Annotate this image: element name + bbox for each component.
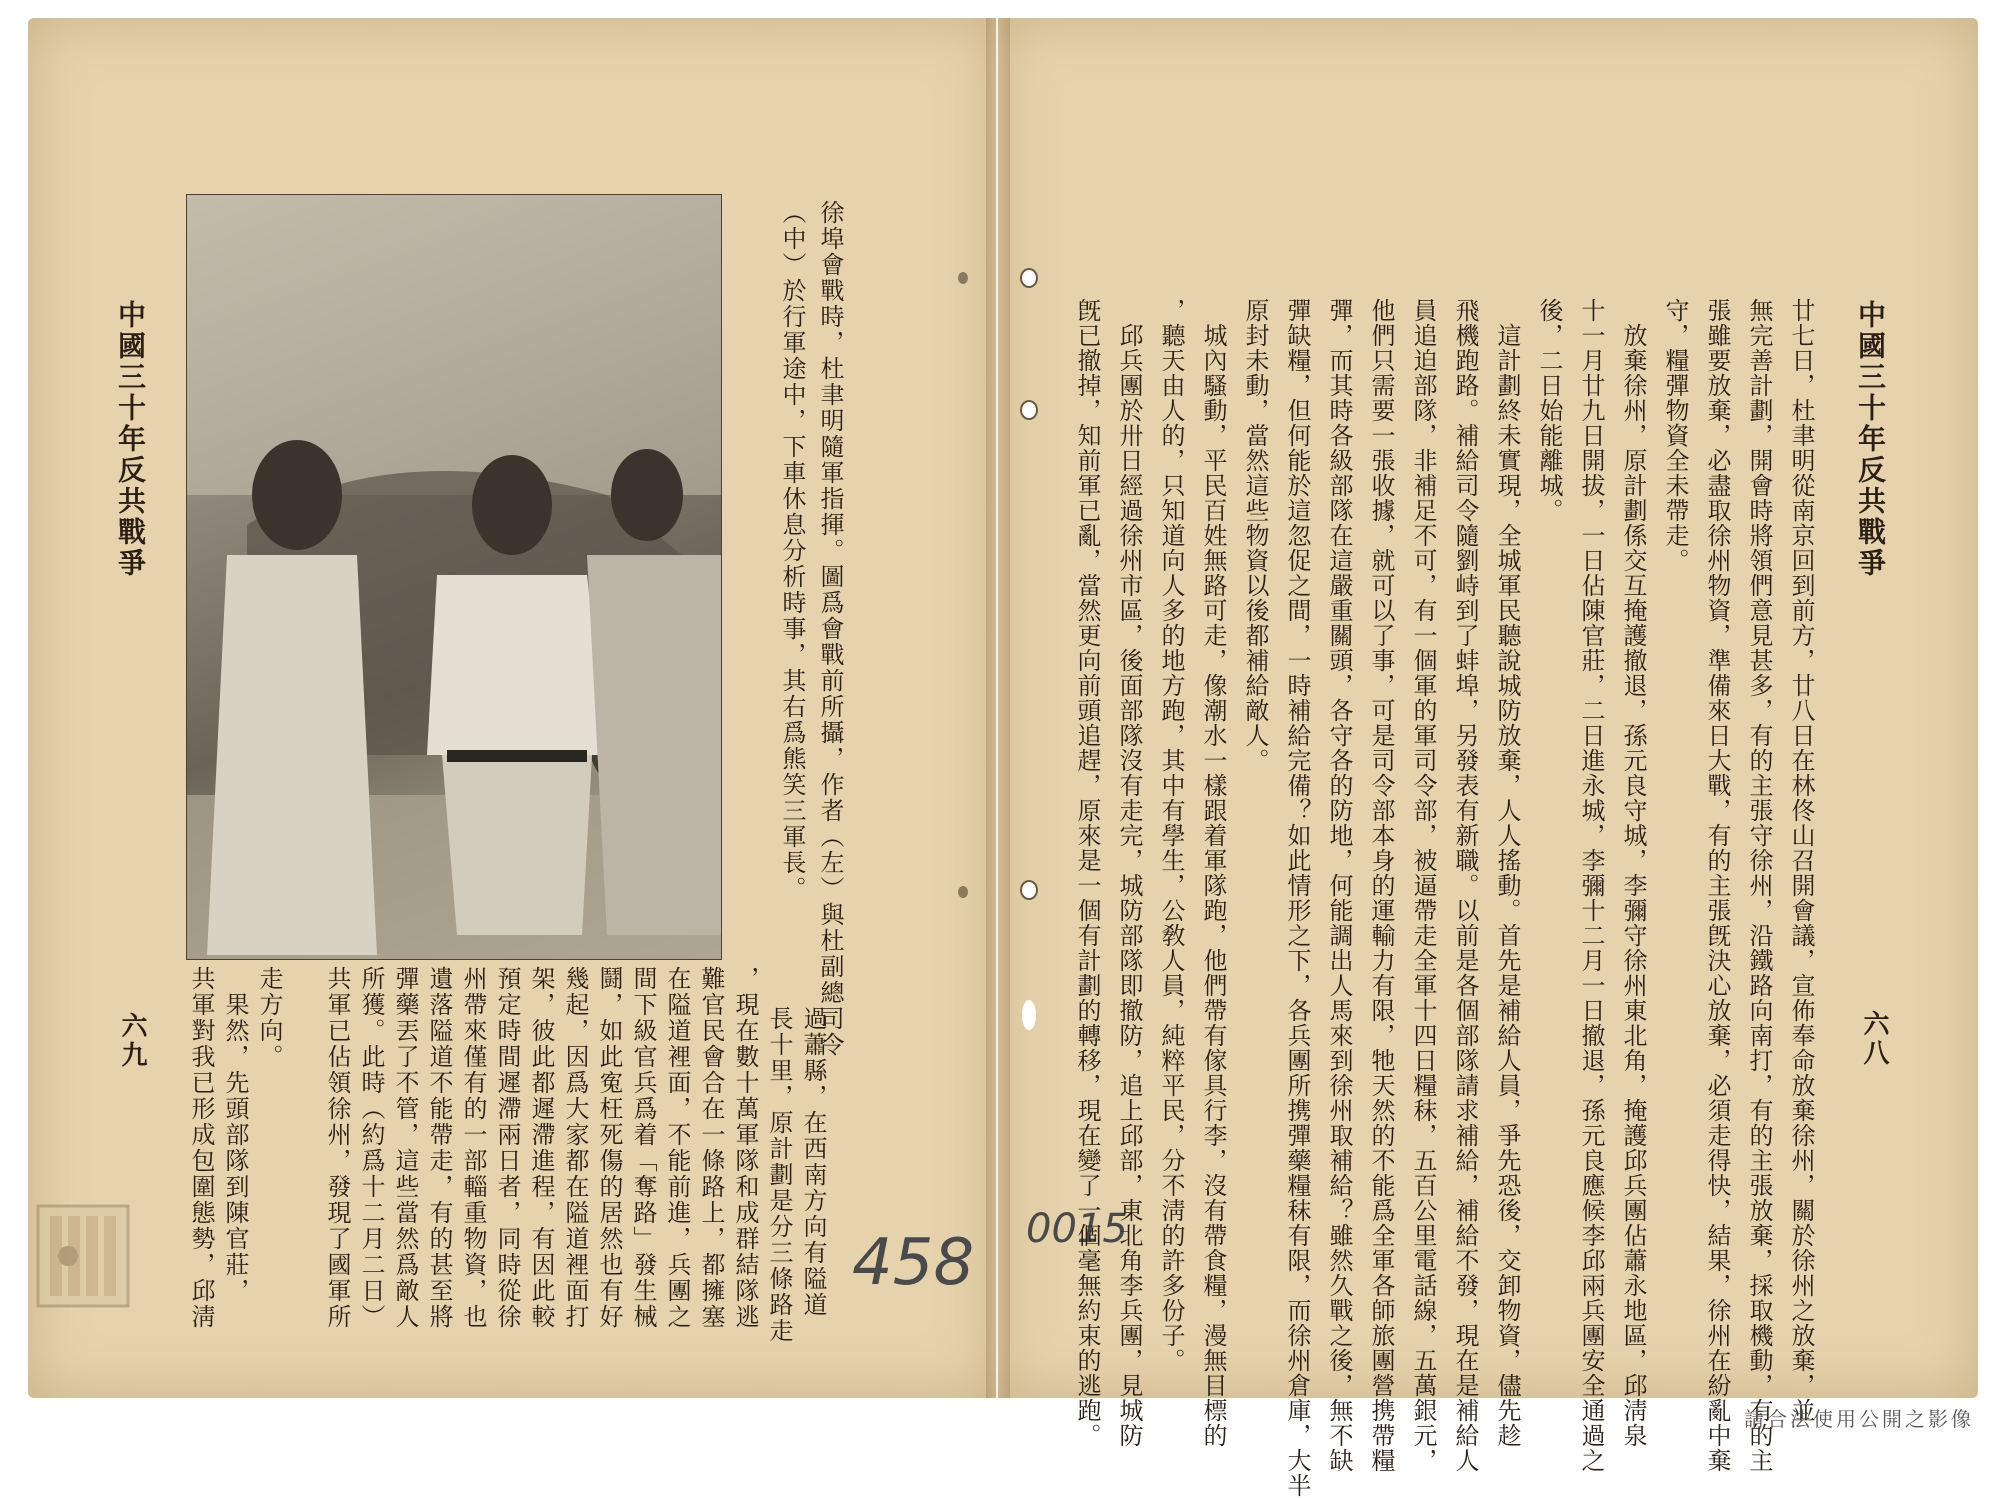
left-text-column: 共軍對我已形成包圍態勢，邱淸 (187, 966, 215, 1330)
left-text-column: 果然，先頭部隊到陳官莊， (221, 966, 249, 1304)
photo-caption-line-2: （中）於行軍途中，下車休息分析時事，其右爲熊笑三軍長。 (778, 200, 806, 902)
left-text-column: 幾起，因爲大家都在隘道裡面打 (561, 966, 589, 1330)
left-text-column: 間下級官兵爲着「奪路」發生械 (629, 966, 657, 1330)
binding-hole (1020, 880, 1038, 900)
left-text-column: 難官民會合在一條路上，都擁塞 (697, 966, 725, 1330)
right-text-column: 旣已撤掉，知前軍已亂，當然更向前頭追趕，原來是一個有計劃的轉移，現在變了一個毫無約束的逃跑。 (1073, 298, 1101, 1448)
left-text-column: 州帶來僅有的一部輜重物資，也 (459, 966, 487, 1330)
right-text-column: 飛機跑路。補給司令隨劉峙到了蚌埠，另發表有新職。以前是各個部隊請求補給，補給不發，現在是補給人 (1451, 298, 1479, 1473)
handwritten-number-0015: 0015 (1026, 1206, 1128, 1252)
right-text-column: 他們只需要一張收據，就可以了事，可是司令部本身的運輸力有限，牠天然的不能爲全軍各師旅團營携帶糧 (1367, 298, 1395, 1473)
photo-scene (187, 195, 721, 959)
right-text-column: 彈，而其時各級部隊在這嚴重關頭，各守各的防地，何能調出人馬來到徐州取補給？雖然久戰之後，無不缺 (1325, 298, 1353, 1473)
left-text-column: 走方向。 (255, 966, 283, 1070)
binding-hole (1022, 1000, 1036, 1030)
left-text-column: 遺落隘道不能帶走，有的甚至將 (425, 966, 453, 1330)
binding-hole (1020, 268, 1038, 288)
photograph (186, 194, 722, 960)
book-spine (986, 18, 1010, 1398)
right-text-column: 放棄徐州，原計劃係交互掩護撤退，孫元良守城，李彌守徐州東北角，掩護邱兵團佔蕭永地區，邱淸泉 (1619, 298, 1647, 1448)
right-text-column: 十一月廿九日開拔，一日佔陳官莊，二日進永城，李彌十二月一日撤退，孫元良應候李邱兩兵團安全通過之 (1577, 298, 1605, 1473)
right-text-column: 廿七日，杜聿明從南京回到前方，廿八日在林佟山召開會議，宣佈奉命放棄徐州，關於徐州之放棄，並 (1787, 298, 1815, 1423)
right-text-column: 無完善計劃，開會時將領們意見甚多，有的主張守徐州，沿鐵路向南打，有的主張放棄，採取機動，有的主 (1745, 298, 1773, 1473)
right-text-column: 原封未動，當然這些物資以後都補給敵人。 (1241, 298, 1269, 773)
right-text-column: 張雖要放棄，必盡取徐州物資，準備來日大戰，有的主張旣決心放棄，必須走得快，結果，徐州在紛亂中棄 (1703, 298, 1731, 1473)
watermark: 請合法使用公開之影像 (1744, 1407, 1974, 1431)
right-running-header: 中國三十年反共戰爭 (1854, 300, 1887, 579)
library-stamp (28, 1186, 148, 1316)
left-text-column: 過蕭縣，在西南方向有隘道 (799, 1006, 827, 1318)
photo-caption-line-1: 徐埠會戰時，杜聿明隨軍指揮。圖爲會戰前所攝，作者（左）與杜副總司令 (816, 200, 844, 1058)
right-text-column: 員追迫部隊，非補足不可，有一個軍的軍司令部，被逼帶走全軍十四日糧秣，五百公里電話線，五萬銀元， (1409, 298, 1437, 1473)
left-text-column: 預定時間遲滯兩日者，同時從徐 (493, 966, 521, 1330)
left-running-header: 中國三十年反共戰爭 (114, 300, 147, 579)
left-text-column: 長十里，原計劃是分三條路走 (765, 1006, 793, 1344)
right-text-column: 後，二日始能離城。 (1535, 298, 1563, 523)
right-text-column: ，聽天由人的，只知道向人多的地方跑，其中有學生，公敎人員，純粹平民，分不淸的許多份子。 (1157, 298, 1185, 1373)
left-page-number: 六九 (117, 1012, 147, 1070)
left-text-column: 在隘道裡面，不能前進，兵團之 (663, 966, 691, 1330)
binding-hole (1020, 400, 1038, 420)
right-text-column: 邱兵團於卅日經過徐州市區，後面部隊沒有走完，城防部隊即撤防，追上邱部，東北角李兵團，見城防 (1115, 298, 1143, 1448)
right-page-number: 六八 (1859, 1010, 1889, 1068)
binding-hole (958, 886, 968, 898)
binding-hole (958, 272, 968, 284)
left-text-column: ，現在數十萬軍隊和成群結隊逃 (731, 966, 759, 1330)
handwritten-number-458: 458 (852, 1226, 975, 1300)
right-text-column: 守，糧彈物資全未帶走。 (1661, 298, 1689, 573)
left-text-column: 所獲。此時（約爲十二月二日） (357, 966, 385, 1330)
right-text-column: 城內騷動，平民百姓無路可走，像潮水一樣跟着軍隊跑，他們帶有傢具行李，沒有帶食糧，漫無目標的 (1199, 298, 1227, 1448)
left-text-column: 鬪，如此寃枉死傷的居然也有好 (595, 966, 623, 1330)
right-text-column: 這計劃終未實現，全城軍民聽說城防放棄，人人搖動。首先是補給人員，爭先恐後，交卸物資，儘先趁 (1493, 298, 1521, 1448)
left-text-column: 共軍已佔領徐州，發現了國軍所 (323, 966, 351, 1330)
left-text-column: 架，彼此都遲滯進程，有因此較 (527, 966, 555, 1330)
left-text-column: 彈藥丟了不管，這些當然爲敵人 (391, 966, 419, 1330)
right-text-column: 彈缺糧，但何能於這忽促之間，一時補給完備？如此情形之下，各兵團所携彈藥糧秣有限，而徐州倉庫，大半 (1283, 298, 1311, 1498)
